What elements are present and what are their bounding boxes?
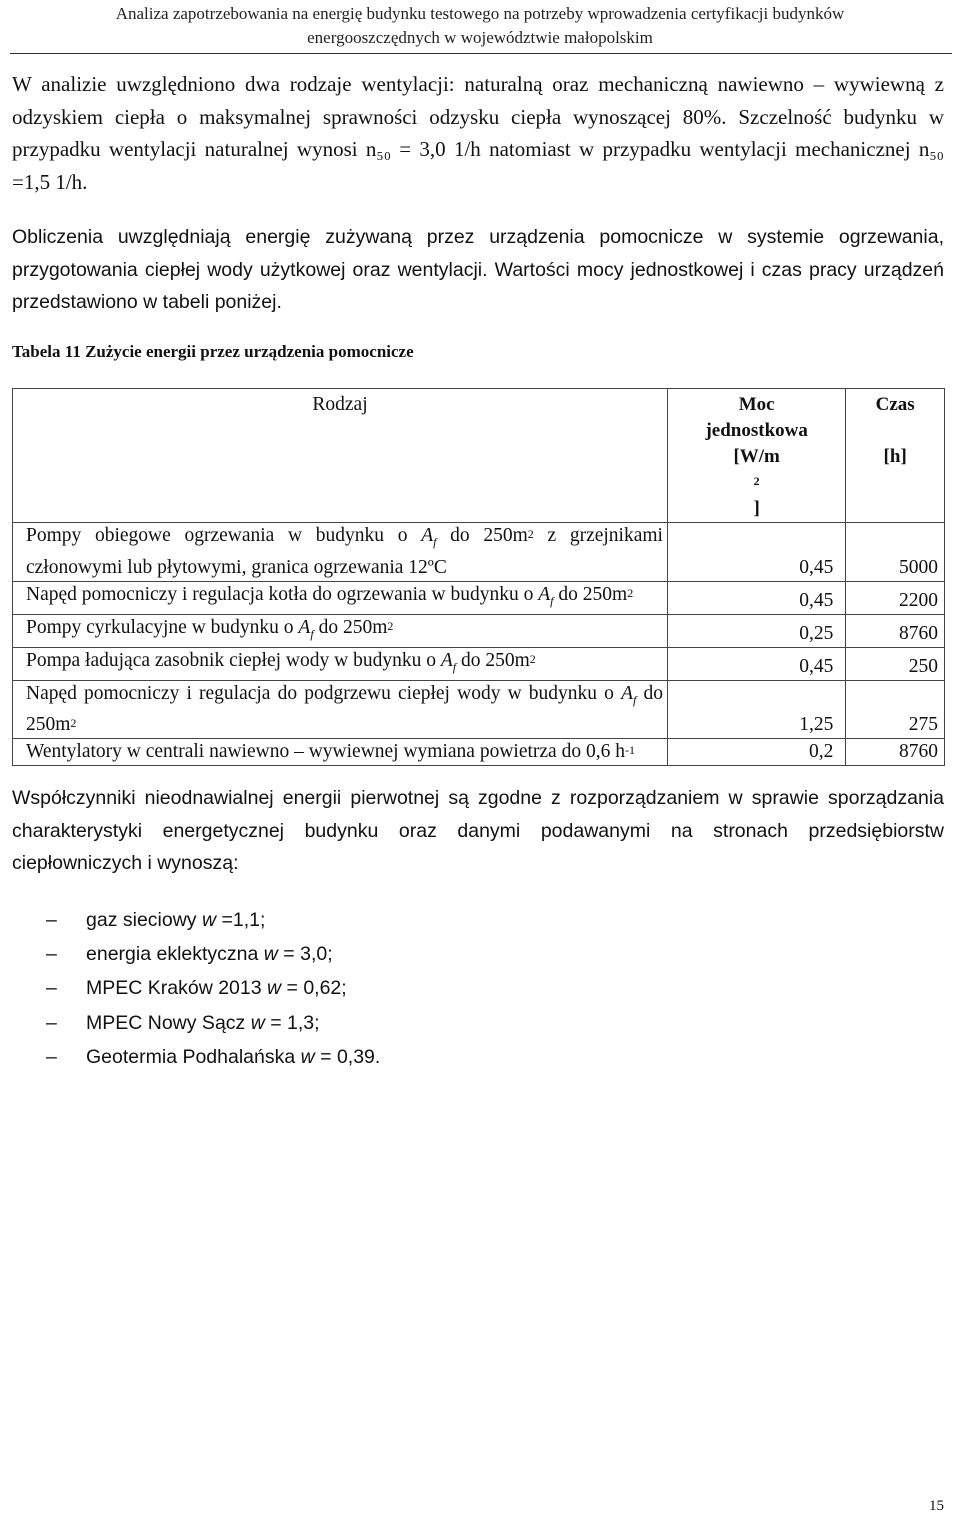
- factor-label: gaz sieciowy: [86, 909, 202, 931]
- row-area-subscript: f: [433, 534, 437, 549]
- header-line-1: Analiza zapotrzebowania na energię budynku testowego na potrzeby wprowadzenia certyfikacji budynków: [115, 4, 845, 23]
- header-line-2: energooszczędnych w województwie małopolskim: [307, 28, 653, 47]
- row-superscript: 2: [627, 585, 634, 600]
- factor-variable: w: [267, 977, 282, 1000]
- row-area-limit: do 250m: [313, 616, 388, 638]
- factor-label: energia eklektyczna: [86, 943, 264, 966]
- factor-variable: w: [263, 943, 278, 966]
- table-body: [13, 523, 945, 766]
- row-description: [13, 581, 668, 614]
- dash-bullet: –: [46, 909, 57, 931]
- factor-variable: w: [201, 909, 217, 931]
- row-superscript: 2: [70, 716, 77, 731]
- factor-value: = 0,39.: [314, 1045, 381, 1068]
- row-area-limit: do 250m: [26, 682, 663, 736]
- header-czas-line-2: [h]: [883, 446, 907, 467]
- row-area-limit: do 250m: [436, 525, 528, 546]
- row-power: 0,25: [667, 614, 845, 647]
- primary-energy-factor-list: [46, 903, 380, 1074]
- row-description: [13, 614, 668, 647]
- factor-value: =1,1;: [216, 909, 266, 931]
- row-description: [13, 739, 668, 766]
- header-moc-sup: 2: [753, 474, 760, 488]
- row-description-text: [26, 739, 663, 765]
- row-hours: 2200: [846, 581, 945, 614]
- header-moc: [667, 389, 845, 523]
- row-description: [13, 523, 668, 582]
- row-power: 0,45: [667, 581, 845, 614]
- row-power: 0,45: [667, 523, 845, 582]
- row-area-limit: do 250m: [553, 583, 628, 605]
- header-czas-line-1: Czas: [875, 394, 915, 415]
- row-superscript: 2: [527, 527, 534, 541]
- table-row: [13, 680, 945, 739]
- row-power: 0,2: [667, 739, 845, 766]
- dash-bullet: –: [46, 977, 57, 1000]
- table-row: [13, 523, 945, 582]
- row-power: 1,25: [667, 680, 845, 739]
- factor-label: MPEC Nowy Sącz: [86, 1011, 251, 1034]
- row-hours: 8760: [846, 739, 945, 766]
- paragraph-primary-energy: Współczynniki nieodnawialnej energii pierwotnej są zgodne z rozporządzaniem w sprawie sporządzania charakterystyki energetycznej budynku oraz danymi podawanymi na stronach przedsiębiorstw ciepłowniczych i wynoszą:: [12, 787, 944, 874]
- factor-label: MPEC Kraków 2013: [86, 977, 267, 1000]
- header-rodzaj-label: Rodzaj: [312, 394, 368, 415]
- row-area-symbol: A: [298, 616, 311, 638]
- row-superscript: -1: [624, 743, 635, 758]
- row-hours: 8760: [846, 614, 945, 647]
- table-header-row: [13, 389, 945, 523]
- page-number: 15: [929, 1498, 944, 1514]
- row-text-tail: z grzejnikami członowymi lub płytowymi, granica ogrzewania 12ºC: [26, 525, 663, 578]
- dash-bullet: –: [46, 1045, 57, 1068]
- factor-value: = 3,0;: [277, 943, 333, 966]
- row-description: [13, 680, 668, 739]
- row-text: Napęd pomocniczy i regulacja kotła do ogrzewania w budynku o: [26, 583, 539, 605]
- row-description-text: [26, 648, 663, 680]
- factor-value: = 0,62;: [281, 977, 347, 1000]
- row-area-symbol: A: [440, 649, 453, 671]
- auxiliary-energy-table: [12, 388, 945, 766]
- row-description-text: [26, 582, 663, 614]
- header-moc-line-3: [672, 444, 841, 522]
- running-header: [0, 0, 960, 52]
- row-description-text: [26, 615, 663, 647]
- row-text: Pompy obiegowe ogrzewania w budynku o: [26, 525, 422, 546]
- header-moc-unit: [W/m: [733, 446, 780, 467]
- table-row: [13, 739, 945, 766]
- factor-variable: w: [300, 1045, 315, 1068]
- header-divider: [10, 53, 952, 54]
- row-description-text: [26, 523, 663, 581]
- paragraph-auxiliary-devices: Obliczenia uwzględniają energię zużywaną przez urządzenia pomocnicze w systemie ogrzewania, przygotowania ciepłej wody użytkowej oraz wentylacji. Wartości mocy jednostkowej i czas pracy urządzeń przedstawiono w tabeli poniżej.: [12, 226, 944, 313]
- list-item: [46, 1006, 380, 1040]
- table-caption: Tabela 11 Zużycie energii przez urządzenia pomocnicze: [12, 342, 414, 361]
- row-area-subscript: f: [452, 659, 457, 674]
- row-superscript: 2: [529, 651, 536, 666]
- header-moc-unit-end: ]: [753, 498, 760, 519]
- list-item: [46, 903, 380, 937]
- factor-label: Geotermia Podhalańska: [86, 1045, 301, 1068]
- row-power: 0,45: [667, 647, 845, 680]
- dash-bullet: –: [46, 1011, 57, 1034]
- list-item: [46, 937, 380, 971]
- header-czas: [846, 389, 945, 523]
- header-moc-line-2: jednostkowa: [705, 420, 808, 441]
- table-row: [13, 581, 945, 614]
- row-text: Napęd pomocniczy i regulacja do podgrzewu ciepłej wody w budynku o: [26, 682, 622, 704]
- row-hours: 250: [846, 647, 945, 680]
- row-area-subscript: f: [310, 626, 314, 641]
- row-hours: 275: [846, 680, 945, 739]
- row-description-text: [26, 681, 663, 739]
- list-item: [46, 1040, 380, 1074]
- row-description: [13, 647, 668, 680]
- table-row: [13, 614, 945, 647]
- factor-variable: w: [250, 1011, 265, 1034]
- header-moc-line-1: Moc: [738, 394, 775, 415]
- row-area-symbol: A: [621, 682, 633, 704]
- list-item: [46, 971, 380, 1005]
- row-text: Pompa ładująca zasobnik ciepłej wody w budynku o: [26, 649, 441, 671]
- row-area-subscript: f: [550, 593, 554, 608]
- row-area-symbol: A: [421, 525, 434, 546]
- row-superscript: 2: [387, 618, 394, 633]
- row-text: Pompy cyrkulacyjne w budynku o: [26, 616, 299, 638]
- header-rodzaj: [13, 389, 668, 523]
- row-text: Wentylatory w centrali nawiewno – wywiewnej wymiana powietrza do 0,6 h: [26, 741, 625, 763]
- header-czas-spacer: [850, 418, 940, 444]
- table-row: [13, 647, 945, 680]
- dash-bullet: –: [46, 943, 57, 966]
- row-area-symbol: A: [538, 583, 551, 605]
- paragraph-ventilation: W analizie uwzględniono dwa rodzaje wentylacji: naturalną oraz mechaniczną nawiewno – wywiewną z odzyskiem ciepła o maksymalnej sprawności odzysku ciepła wynoszącej 80%. Szczelność budynku w przypadku wentylacji naturalnej wynosi n₅₀ = 3,0 1/h natomiast w przypadku wentylacji mechanicznej n₅₀ =1,5 1/h.: [12, 72, 944, 195]
- factor-value: = 1,3;: [264, 1011, 320, 1034]
- row-area-limit: do 250m: [456, 649, 530, 671]
- row-area-subscript: f: [633, 692, 637, 707]
- row-hours: 5000: [846, 523, 945, 582]
